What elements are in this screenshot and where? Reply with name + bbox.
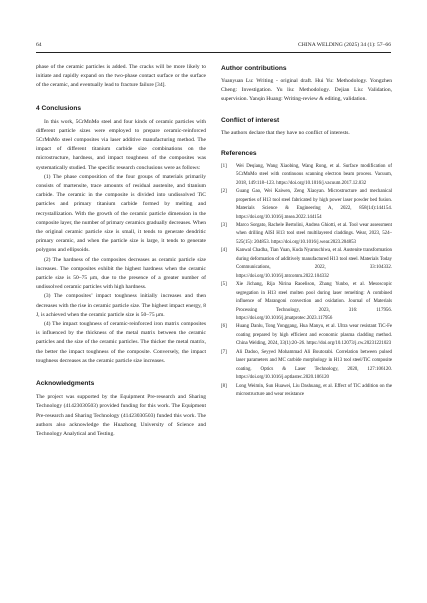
reference-number: [7] bbox=[221, 349, 227, 355]
reference-number: [4] bbox=[221, 248, 227, 254]
reference-number: [2] bbox=[221, 189, 227, 195]
conclusion-3: (3) The composites’ impact toughness initially increases and then decreases with the rise in ceramic particle size. The highest impact energy, 8 J, is achieved when the ceramic particle size is 50–75 μm. bbox=[36, 293, 206, 318]
author-contributions-text: Yuanyuan Lu: Writing - original draft. Hui Yu: Methodology. Yongzhen Cheng: Investigation. Yu liu: Methodology. Dejian Liu: Validation, supervision. Yanqin Huang: Writing-review & editing, validation. bbox=[221, 78, 392, 103]
right-column bbox=[221, 63, 392, 400]
running-header bbox=[36, 42, 391, 52]
page-number: 64 bbox=[36, 42, 42, 48]
reference-text: Huang Danlu, Tong Yonggang, Hua Manyu, et al. Ultra wear resistant TiC-Fe coating prepared by high efficient and economic plasma cladding method. China Welding, 2024, 33(1):20–26. https://doi.org/10.12073/j.cw.20231221023 bbox=[236, 324, 392, 347]
reference-text: Long Weimin, Sun Huawei, Liu Dashuang, et al. Effect of TiC addition on the microstructure and wear resistance bbox=[236, 383, 392, 398]
reference-item bbox=[221, 247, 392, 281]
reference-item bbox=[221, 281, 392, 323]
reference-list bbox=[221, 163, 392, 400]
reference-number: [1] bbox=[221, 163, 227, 169]
references-heading: References bbox=[221, 149, 257, 157]
reference-text: Marco Sorgato, Rachele Bertolini, Andrea Ghiotti, et al. Tool wear assessment when drilling AISI H13 tool steel multilayered claddings. Wear, 2023, 524–525(15): 204853. https://doi.org/10.1016/j.wear.2023.204853 bbox=[236, 222, 392, 245]
conclusions-intro: In this work, 5CrMnMo steel and four kinds of ceramic particles with different particle sizes were employed to prepare ceramic-reinforced 5CrMnMo steel composites via laser additive manufacturing method. The impact of different titanium carbide size combinations on the microstructure, hardness, and impact toughness of the composites was systematically studied. The specific research conclusions were as follows: bbox=[36, 118, 206, 171]
reference-text: Guang Gao, Wei Kaiwen, Zeng Xiaoyan. Microstructure and mechanical properties of H13 tool steel fabricated by high power laser powder bed fusion. Materials Science & Engineering A, 2022, 858(14):144154. https://doi.org/10.1016/j.msea.2022.144154 bbox=[236, 189, 392, 220]
reference-text: Xie Jichang, Rija Nirina Raoelison, Zhang Yunbo, et al. Mesoscopic segregation in H13 steel molten pool during laser remelting: A combined influence of Marangoni convection and oxidation. Journal of Materials Processing Technology, 2023, 316: 117956. https://doi.org/10.1016/j.jmatprotec.2023.117956 bbox=[236, 282, 392, 321]
intro-paragraph: phase of the ceramic particles is added. The cracks will be more likely to initiate and rapidly expand on the two-phase contact surface or the surface of the ceramic, and eventually lead to fracture failure [34]. bbox=[36, 64, 206, 89]
reference-text: Kanwal Chadha, Tian Yuan, Kuda Nyamuchiwa, et al. Austenite transformation during deformation of additively manufactured H13 tool steel. Materials Today Communications, 2022, 33:104332. https://doi.org/10.1016/j.mtcomm.2022.104332 bbox=[236, 248, 392, 279]
conclusion-1: (1) The phase composition of the four groups of materials primarily consists of martensite, trace amounts of residual austenite, and titanium carbide. The ceramic in the composite is divided into undissolved TiC particles and primary titanium carbide formed by melting and recrystallization. With the growth of the ceramic particle dimension in the composite layer, the number of primary ceramics gradually decreases. When the original ceramic particle size is small, it tends to generate dendritic primary ceramic, and when the particle size is large, it tends to generate polygons and ellipsoids. bbox=[36, 173, 206, 254]
reference-item bbox=[221, 323, 392, 348]
reference-item bbox=[221, 188, 392, 222]
author-contributions-heading: Author contributions bbox=[221, 65, 287, 72]
reference-text: Ali Dadoo, Seyyed Mohammad Ali Boutorabi. Correlation between pulsed laser parameters and MC carbide morphology in H13 tool steel/TiC composite coating. Optics & Laser Technology, 2020, 127:106120. https://doi.org/10.1016/j.optlastec.2020.106120 bbox=[236, 349, 392, 381]
reference-number: [8] bbox=[221, 383, 227, 389]
reference-number: [6] bbox=[221, 324, 227, 330]
conclusion-4: (4) The impact toughness of ceramic-reinforced iron matrix composites is influenced by the thickness of the metal matrix between the ceramic particles and the size of the ceramic particles. The thicker the metal matrix, the better the impact toughness of the composite. Conversely, the impact toughness decreases as the ceramic particle size increases. bbox=[36, 321, 206, 364]
reference-item bbox=[221, 222, 392, 247]
acknowledgments-heading: Acknowledgments bbox=[36, 380, 95, 388]
acknowledgments-text: The project was supported by the Equipment Pre-research and Sharing Technology (41423030503) provided funding for this work. The Equipment Pre-research and Sharing Technology (41423030503) funded this work. The authors also acknowledge the Huazhong University of Science and Technology Analytical and Testing. bbox=[36, 394, 206, 437]
reference-item bbox=[221, 383, 392, 400]
reference-number: [3] bbox=[221, 222, 227, 228]
conflict-heading: Conflict of interest bbox=[221, 116, 280, 124]
header-rule bbox=[36, 52, 391, 53]
reference-text: Wei Deqiang, Wang Xiaobing, Wang Rong, et al. Surface modification of 5CrMnMo steel with continuous scanning electron beam process. Vacuum, 2018, 149:118–123. https://doi.org/10.1016/j.vacuum.2017.12.032 bbox=[236, 163, 392, 186]
reference-item bbox=[221, 349, 392, 383]
journal-citation: CHINA WELDING (2025) 34 (1): 57–66 bbox=[298, 42, 391, 48]
conflict-text: The authors declare that they have no conflict of interests. bbox=[221, 129, 350, 136]
conclusions-heading: 4 Conclusions bbox=[36, 104, 82, 112]
left-column bbox=[36, 63, 206, 439]
conclusion-2: (2) The hardness of the composites decreases as ceramic particle size increases. The composites exhibit the highest hardness when the ceramic particle size is 50–75 μm, due to the presence of a greater number of undissolved ceramic particles with high hardness. bbox=[36, 256, 206, 291]
reference-item bbox=[221, 163, 392, 188]
reference-number: [5] bbox=[221, 282, 227, 288]
